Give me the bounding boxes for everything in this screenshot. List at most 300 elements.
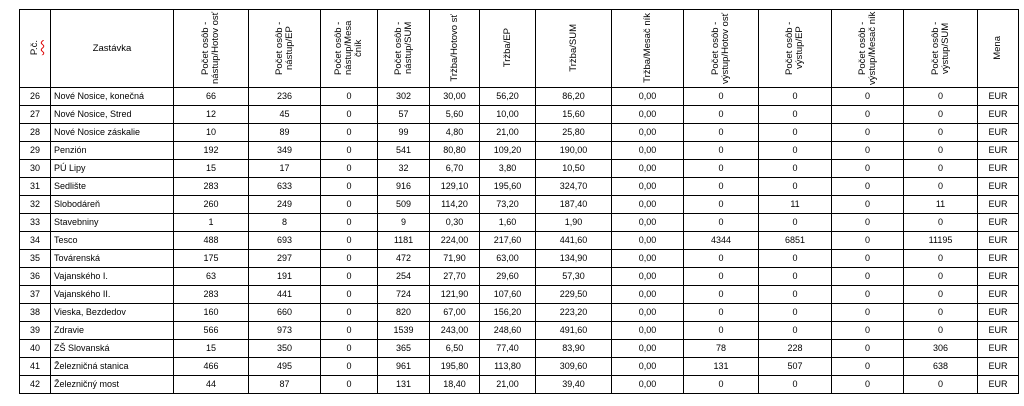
- table-cell: EUR: [978, 88, 1019, 106]
- column-header: [480, 10, 536, 88]
- table-cell: 0,00: [612, 322, 684, 340]
- table-cell: EUR: [978, 124, 1019, 142]
- table-cell: 472: [378, 250, 430, 268]
- table-cell: 8: [249, 214, 321, 232]
- table-cell: 0: [684, 124, 759, 142]
- table-cell: 217,60: [480, 232, 536, 250]
- table-cell: 39: [20, 322, 51, 340]
- table-cell: 0,00: [612, 358, 684, 376]
- table-cell: 0: [684, 250, 759, 268]
- table-cell: 71,90: [430, 250, 480, 268]
- table-cell: 0: [904, 142, 978, 160]
- table-cell: EUR: [978, 322, 1019, 340]
- table-cell: EUR: [978, 286, 1019, 304]
- table-cell: 1539: [378, 322, 430, 340]
- table-cell: EUR: [978, 196, 1019, 214]
- table-cell: 0: [832, 124, 904, 142]
- table-cell: 191: [249, 268, 321, 286]
- table-cell: 10,50: [536, 160, 612, 178]
- table-cell: 0: [684, 286, 759, 304]
- table-cell: 441,60: [536, 232, 612, 250]
- table-cell: 350: [249, 340, 321, 358]
- table-cell: 44: [174, 376, 249, 394]
- table-cell: 0,00: [612, 250, 684, 268]
- table-cell: 114,20: [430, 196, 480, 214]
- table-cell: 6,50: [430, 340, 480, 358]
- table-cell: 283: [174, 286, 249, 304]
- table-cell: 248,60: [480, 322, 536, 340]
- table-cell: 11195: [904, 232, 978, 250]
- table-cell: 724: [378, 286, 430, 304]
- table-row: [20, 340, 1019, 358]
- table-cell: 18,40: [430, 376, 480, 394]
- table-cell: 0: [684, 160, 759, 178]
- table-cell: 77,40: [480, 340, 536, 358]
- table-cell: 10,00: [480, 106, 536, 124]
- column-header-label: Počet osôb - výstup/Hotov osť: [710, 11, 731, 84]
- table-cell: 0: [759, 214, 832, 232]
- table-cell: 0: [759, 286, 832, 304]
- table-cell: 0: [759, 304, 832, 322]
- column-header-label: Zastávka: [92, 43, 132, 54]
- table-cell: 0: [759, 106, 832, 124]
- table-cell: EUR: [978, 178, 1019, 196]
- table-cell: EUR: [978, 106, 1019, 124]
- table-cell: 26: [20, 88, 51, 106]
- column-header: [612, 10, 684, 88]
- column-header-label: Tržba/Mesač ník: [641, 12, 653, 83]
- table-cell: 109,20: [480, 142, 536, 160]
- stops-report: [19, 9, 1019, 394]
- table-row: [20, 322, 1019, 340]
- table-cell: 0: [684, 322, 759, 340]
- table-cell: 223,20: [536, 304, 612, 322]
- table-cell: 31: [20, 178, 51, 196]
- table-cell: 488: [174, 232, 249, 250]
- table-cell: 306: [904, 340, 978, 358]
- table-cell: 229,50: [536, 286, 612, 304]
- table-cell: 15,60: [536, 106, 612, 124]
- table-cell: 0: [904, 88, 978, 106]
- table-cell: 17: [249, 160, 321, 178]
- column-header: [249, 10, 321, 88]
- table-cell: 42: [20, 376, 51, 394]
- table-cell: 30: [20, 160, 51, 178]
- column-header-label: Počet osôb - nástup/EP: [273, 20, 295, 75]
- table-cell: 0,00: [612, 232, 684, 250]
- table-cell: 0: [759, 268, 832, 286]
- table-cell: 156,20: [480, 304, 536, 322]
- table-cell: 0: [759, 88, 832, 106]
- column-header-label: Počet osôb - výstup/SUM: [929, 20, 951, 75]
- table-cell: 192: [174, 142, 249, 160]
- table-cell: 175: [174, 250, 249, 268]
- table-row: [20, 304, 1019, 322]
- table-cell: 0: [684, 214, 759, 232]
- table-cell: 297: [249, 250, 321, 268]
- table-cell: 0,00: [612, 214, 684, 232]
- table-cell: 0: [904, 250, 978, 268]
- table-cell: 34: [20, 232, 51, 250]
- table-cell: 491,60: [536, 322, 612, 340]
- table-cell: 0,00: [612, 196, 684, 214]
- table-row: [20, 160, 1019, 178]
- column-header-label: Počet osôb - nástup/Hotov osť: [200, 11, 221, 84]
- table-cell: 38: [20, 304, 51, 322]
- table-cell: 5,60: [430, 106, 480, 124]
- table-cell: 29,60: [480, 268, 536, 286]
- table-cell: Vajanského II.: [51, 286, 174, 304]
- table-cell: Nové Nosice záskalie: [51, 124, 174, 142]
- table-cell: 0: [684, 196, 759, 214]
- table-cell: 0: [759, 160, 832, 178]
- table-cell: 0: [832, 196, 904, 214]
- table-cell: 0: [759, 322, 832, 340]
- table-cell: 224,00: [430, 232, 480, 250]
- table-cell: EUR: [978, 376, 1019, 394]
- table-cell: 324,70: [536, 178, 612, 196]
- table-cell: 0: [904, 286, 978, 304]
- table-cell: 195,60: [480, 178, 536, 196]
- table-cell: 10: [174, 124, 249, 142]
- table-cell: 0,30: [430, 214, 480, 232]
- table-cell: 0,00: [612, 268, 684, 286]
- stops-table: [19, 9, 1019, 394]
- table-cell: 0: [684, 88, 759, 106]
- column-header: [51, 10, 174, 88]
- table-cell: Nové Nosice, Stred: [51, 106, 174, 124]
- table-cell: 249: [249, 196, 321, 214]
- table-cell: 11: [759, 196, 832, 214]
- table-cell: 365: [378, 340, 430, 358]
- table-cell: 129,10: [430, 178, 480, 196]
- table-cell: 21,00: [480, 124, 536, 142]
- table-cell: 0: [321, 142, 378, 160]
- table-cell: 0: [321, 304, 378, 322]
- table-cell: 0: [904, 160, 978, 178]
- table-cell: 190,00: [536, 142, 612, 160]
- table-cell: 228: [759, 340, 832, 358]
- table-cell: EUR: [978, 214, 1019, 232]
- table-cell: 12: [174, 106, 249, 124]
- column-header: [321, 10, 378, 88]
- table-cell: EUR: [978, 268, 1019, 286]
- table-cell: 134,90: [536, 250, 612, 268]
- table-cell: 32: [378, 160, 430, 178]
- table-cell: 0: [904, 268, 978, 286]
- table-row: [20, 268, 1019, 286]
- table-cell: 0: [832, 88, 904, 106]
- table-cell: Vieska, Bezdedov: [51, 304, 174, 322]
- table-cell: 0: [832, 322, 904, 340]
- table-cell: 80,80: [430, 142, 480, 160]
- table-cell: 0: [321, 232, 378, 250]
- table-row: [20, 178, 1019, 196]
- table-cell: 27,70: [430, 268, 480, 286]
- table-row: [20, 286, 1019, 304]
- table-cell: 0,00: [612, 286, 684, 304]
- table-cell: 113,80: [480, 358, 536, 376]
- column-header-label: Tržba/SUM: [567, 23, 579, 72]
- table-cell: 9: [378, 214, 430, 232]
- table-cell: 25,80: [536, 124, 612, 142]
- table-cell: 973: [249, 322, 321, 340]
- table-cell: 0: [684, 376, 759, 394]
- table-cell: 195,80: [430, 358, 480, 376]
- table-cell: 0: [832, 106, 904, 124]
- table-cell: 40: [20, 340, 51, 358]
- table-cell: 0: [832, 250, 904, 268]
- column-header: [20, 10, 51, 88]
- table-cell: 0: [904, 376, 978, 394]
- column-header: [174, 10, 249, 88]
- table-cell: 961: [378, 358, 430, 376]
- table-cell: 0: [832, 232, 904, 250]
- table-cell: 6,70: [430, 160, 480, 178]
- table-cell: 33: [20, 214, 51, 232]
- table-row: [20, 250, 1019, 268]
- table-cell: 0,00: [612, 376, 684, 394]
- table-cell: Nové Nosice, konečná: [51, 88, 174, 106]
- table-cell: 0,00: [612, 124, 684, 142]
- table-cell: 0: [832, 268, 904, 286]
- column-header-label: Tržba/Hotovo sť: [448, 13, 460, 82]
- table-cell: 0: [904, 106, 978, 124]
- table-cell: 0: [684, 142, 759, 160]
- column-header-label: Tržba/EP: [501, 27, 513, 68]
- table-cell: 566: [174, 322, 249, 340]
- table-cell: 441: [249, 286, 321, 304]
- table-cell: 0: [832, 304, 904, 322]
- table-cell: 73,20: [480, 196, 536, 214]
- column-header-label: Počet osôb - výstup/EP: [784, 20, 805, 75]
- table-cell: 57: [378, 106, 430, 124]
- table-cell: 1,90: [536, 214, 612, 232]
- table-cell: 0: [759, 376, 832, 394]
- table-cell: 0: [832, 178, 904, 196]
- table-cell: 67,00: [430, 304, 480, 322]
- table-cell: 260: [174, 196, 249, 214]
- table-cell: 63: [174, 268, 249, 286]
- column-header-label: Počet osôb - výstup/Mesač ník: [856, 10, 878, 85]
- table-cell: 0,00: [612, 88, 684, 106]
- table-cell: 0: [832, 142, 904, 160]
- table-cell: EUR: [978, 160, 1019, 178]
- table-cell: 86,20: [536, 88, 612, 106]
- table-cell: 349: [249, 142, 321, 160]
- table-cell: 0: [759, 178, 832, 196]
- table-row: [20, 376, 1019, 394]
- table-cell: 0: [759, 142, 832, 160]
- table-cell: Sedlište: [51, 178, 174, 196]
- table-cell: 0: [321, 214, 378, 232]
- table-cell: 15: [174, 160, 249, 178]
- table-cell: 0: [684, 106, 759, 124]
- table-cell: 1,60: [480, 214, 536, 232]
- table-cell: 0: [904, 124, 978, 142]
- table-cell: 4344: [684, 232, 759, 250]
- table-cell: ZŠ Slovanská: [51, 340, 174, 358]
- table-cell: 37: [20, 286, 51, 304]
- table-cell: 916: [378, 178, 430, 196]
- table-cell: 3,80: [480, 160, 536, 178]
- table-cell: 0: [759, 250, 832, 268]
- table-cell: 187,40: [536, 196, 612, 214]
- column-header-label: Počet osôb - nástup/Mesa čník: [333, 20, 364, 75]
- table-cell: EUR: [978, 232, 1019, 250]
- table-cell: EUR: [978, 304, 1019, 322]
- table-cell: 0: [684, 268, 759, 286]
- table-cell: 0: [321, 196, 378, 214]
- table-cell: 89: [249, 124, 321, 142]
- table-cell: 507: [759, 358, 832, 376]
- column-header: [832, 10, 904, 88]
- table-cell: 509: [378, 196, 430, 214]
- table-cell: Slobodáreň: [51, 196, 174, 214]
- table-cell: 78: [684, 340, 759, 358]
- table-cell: 0: [321, 268, 378, 286]
- table-cell: Tesco: [51, 232, 174, 250]
- table-cell: 0: [832, 340, 904, 358]
- column-header: [536, 10, 612, 88]
- table-cell: 0: [832, 358, 904, 376]
- table-row: [20, 214, 1019, 232]
- table-cell: 66: [174, 88, 249, 106]
- table-cell: 633: [249, 178, 321, 196]
- column-header: [904, 10, 978, 88]
- table-cell: 35: [20, 250, 51, 268]
- table-cell: 41: [20, 358, 51, 376]
- table-cell: 0: [832, 214, 904, 232]
- table-cell: 63,00: [480, 250, 536, 268]
- table-cell: 495: [249, 358, 321, 376]
- table-cell: 36: [20, 268, 51, 286]
- table-cell: Železničná stanica: [51, 358, 174, 376]
- table-row: [20, 124, 1019, 142]
- table-cell: 660: [249, 304, 321, 322]
- table-cell: 0: [684, 304, 759, 322]
- table-cell: 0: [904, 304, 978, 322]
- table-cell: 254: [378, 268, 430, 286]
- table-cell: 45: [249, 106, 321, 124]
- table-cell: 27: [20, 106, 51, 124]
- table-cell: 39,40: [536, 376, 612, 394]
- column-header: [759, 10, 832, 88]
- table-cell: 0: [321, 358, 378, 376]
- table-cell: 0,00: [612, 304, 684, 322]
- table-cell: 0,00: [612, 160, 684, 178]
- table-cell: Továrenská: [51, 250, 174, 268]
- table-cell: Stavebniny: [51, 214, 174, 232]
- table-cell: 0: [904, 214, 978, 232]
- table-cell: 0,00: [612, 142, 684, 160]
- table-cell: 0: [684, 178, 759, 196]
- table-cell: 0: [321, 160, 378, 178]
- table-cell: 820: [378, 304, 430, 322]
- table-cell: 541: [378, 142, 430, 160]
- table-cell: 0: [321, 124, 378, 142]
- column-header-label: Počet osôb - nástup/SUM: [392, 20, 414, 75]
- table-cell: 4,80: [430, 124, 480, 142]
- table-cell: 160: [174, 304, 249, 322]
- table-cell: Zdravie: [51, 322, 174, 340]
- table-cell: 0: [321, 178, 378, 196]
- table-cell: 0: [321, 286, 378, 304]
- table-cell: EUR: [978, 358, 1019, 376]
- table-cell: 121,90: [430, 286, 480, 304]
- table-cell: 131: [378, 376, 430, 394]
- table-row: [20, 196, 1019, 214]
- table-row: [20, 232, 1019, 250]
- table-cell: 131: [684, 358, 759, 376]
- table-row: [20, 142, 1019, 160]
- table-cell: EUR: [978, 142, 1019, 160]
- table-cell: 57,30: [536, 268, 612, 286]
- table-cell: 302: [378, 88, 430, 106]
- table-cell: 0,00: [612, 178, 684, 196]
- table-cell: 638: [904, 358, 978, 376]
- table-cell: 1181: [378, 232, 430, 250]
- table-cell: Penzión: [51, 142, 174, 160]
- table-cell: 56,20: [480, 88, 536, 106]
- table-cell: 1: [174, 214, 249, 232]
- table-cell: 30,00: [430, 88, 480, 106]
- table-cell: 0,00: [612, 340, 684, 358]
- column-header: [684, 10, 759, 88]
- table-cell: 0: [321, 250, 378, 268]
- table-cell: 0: [832, 286, 904, 304]
- table-body: [20, 88, 1019, 394]
- table-cell: 107,60: [480, 286, 536, 304]
- table-cell: 0,00: [612, 106, 684, 124]
- table-cell: 0: [832, 376, 904, 394]
- table-cell: 15: [174, 340, 249, 358]
- table-row: [20, 88, 1019, 106]
- table-row: [20, 358, 1019, 376]
- table-cell: 309,60: [536, 358, 612, 376]
- column-header: [378, 10, 430, 88]
- table-cell: EUR: [978, 340, 1019, 358]
- table-cell: 0: [321, 376, 378, 394]
- table-cell: PÚ Lipy: [51, 160, 174, 178]
- table-cell: 0: [904, 322, 978, 340]
- table-cell: 21,00: [480, 376, 536, 394]
- table-cell: 0: [321, 340, 378, 358]
- table-cell: 243,00: [430, 322, 480, 340]
- table-cell: 0: [321, 88, 378, 106]
- table-cell: 11: [904, 196, 978, 214]
- table-cell: 0: [321, 322, 378, 340]
- table-cell: Železničný most: [51, 376, 174, 394]
- table-cell: 87: [249, 376, 321, 394]
- table-cell: 28: [20, 124, 51, 142]
- table-cell: 32: [20, 196, 51, 214]
- table-cell: 0: [321, 106, 378, 124]
- table-cell: 0: [759, 124, 832, 142]
- table-cell: 693: [249, 232, 321, 250]
- table-cell: 83,90: [536, 340, 612, 358]
- table-cell: 466: [174, 358, 249, 376]
- column-header-label: P.č.: [29, 39, 40, 56]
- table-cell: Vajanského I.: [51, 268, 174, 286]
- table-cell: 99: [378, 124, 430, 142]
- table-row: [20, 106, 1019, 124]
- table-cell: 236: [249, 88, 321, 106]
- table-header-row: [20, 10, 1019, 88]
- table-cell: EUR: [978, 250, 1019, 268]
- table-cell: 0: [832, 160, 904, 178]
- column-header-label: Mena: [992, 35, 1003, 60]
